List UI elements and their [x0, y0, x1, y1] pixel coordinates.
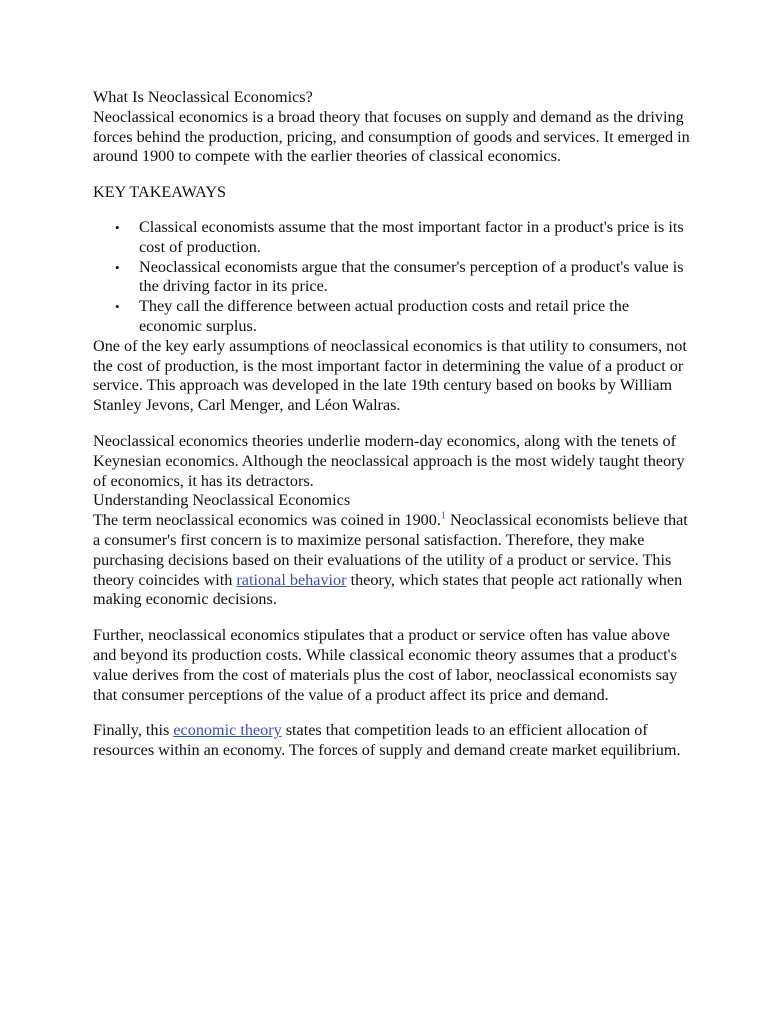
text-span: Finally, this [93, 721, 174, 740]
key-takeaways-list [93, 218, 693, 337]
footnote-link[interactable]: 1 [440, 510, 446, 522]
list-item: • They call the difference between actual production costs and retail price the economic surplus. [139, 297, 693, 337]
economic-theory-link[interactable]: economic theory [173, 721, 282, 740]
document-page [93, 88, 693, 761]
list-item: • Neoclassical economists argue that the consumer's perception of a product's value is the driving factor in its price. [139, 258, 693, 298]
body-paragraph [93, 721, 693, 761]
page-title: What Is Neoclassical Economics? [93, 88, 313, 106]
intro-paragraph: Neoclassical economics is a broad theory that focuses on supply and demand as the driving forces behind the production, pricing, and consumption of goods and services. It emerged in around 1900 to compete with the earlier theories of classical economics. [93, 107, 690, 166]
rational-behavior-link[interactable]: rational behavior [236, 570, 347, 589]
section-heading: Understanding Neoclassical Economics [93, 491, 351, 510]
text-span: states that competition leads to an efficient allocation of resources within an economy. The forces of supply and demand create market equilibrium. [93, 721, 681, 760]
list-item: • Classical economists assume that the most important factor in a product's price is its cost of production. [139, 218, 693, 258]
key-takeaways-heading: KEY TAKEAWAYS [93, 183, 227, 202]
text-span: The term neoclassical economics was coined in 1900. [93, 511, 441, 530]
body-paragraph [93, 511, 693, 610]
text-span: Neoclassical economists believe that a consumer's first concern is to maximize personal satisfaction. Therefore, they make purchasing decisions based on their evaluations of the utility of a product or service. This theory coincides with [93, 511, 688, 589]
body-paragraph: One of the key early assumptions of neoclassical economics is that utility to consumers, not the cost of production, is the most important factor in determining the value of a product or service. This approach was developed in the late 19th century based on books by William Stanley Jevons, Carl Menger, and Léon Walras. [93, 336, 687, 415]
body-paragraph: Further, neoclassical economics stipulates that a product or service often has value above and beyond its production costs. While classical economic theory assumes that a product's value derives from the cost of materials plus the cost of labor, neoclassical economists say that consumer perceptions of the value of a product affect its price and demand. [93, 626, 678, 704]
text-span: theory, which states that people act rationally when making economic decisions. [93, 570, 683, 609]
body-paragraph: Neoclassical economics theories underlie modern-day economics, along with the tenets of Keynesian economics. Although the neoclassical approach is the most widely taught theory of economics, it has its detractors. [93, 431, 685, 490]
